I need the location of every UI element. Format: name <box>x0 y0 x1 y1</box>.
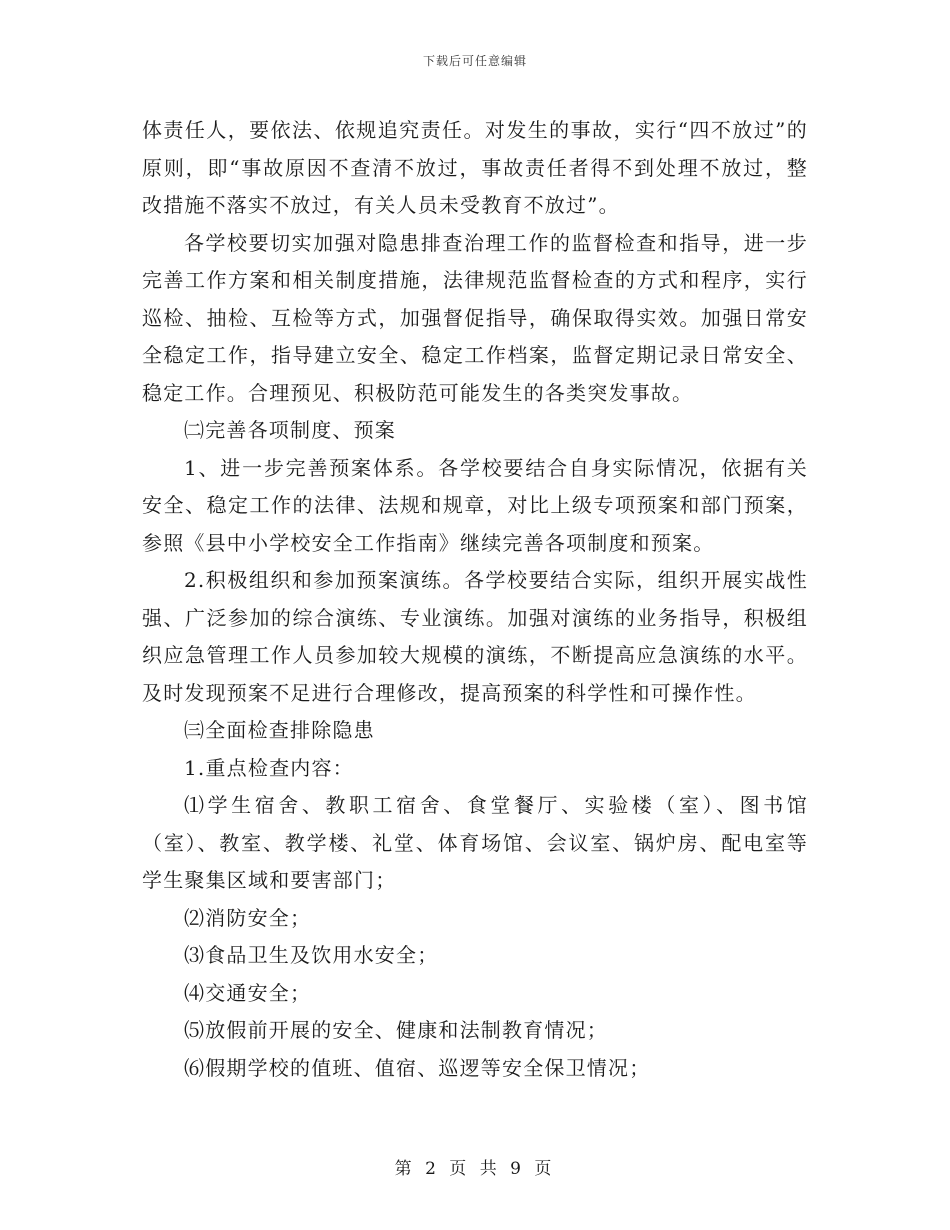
page-number: 第 2 页 共 9 页 <box>394 1159 556 1179</box>
section-heading-3: ㈢全面检查排除隐患 <box>184 718 375 742</box>
list-item-2: ⑵消防安全； <box>184 905 312 930</box>
list-item-6: ⑹假期学校的值班、值宿、巡逻等安全保卫情况； <box>184 1055 651 1080</box>
paragraph-3: 1、进一步完善预案体系。各学校要结合自身实际情况，依据有关安全、稳定工作的法律、法规和规章，对比上级专项预案和部门预案，参照《县中小学校安全工作指南》继续完善各项制度和预案。 <box>142 455 808 555</box>
document-body <box>142 112 808 1087</box>
paragraph-1: 体责任人，要依法、依规追究责任。对发生的事故，实行“四不放过”的原则，即“事故原因不查清不放过，事故责任者得不到处理不放过，整改措施不落实不放过，有关人员未受教育不放过”。 <box>142 118 808 217</box>
list-item-5: ⑸放假前开展的安全、健康和法制教育情况； <box>184 1018 608 1042</box>
section-heading-2: ㈡完善各项制度、预案 <box>184 418 396 442</box>
paragraph-2: 各学校要切实加强对隐患排查治理工作的监督检查和指导，进一步完善工作方案和相关制度措施，法律规范监督检查的方式和程序，实行巡检、抽检、互检等方式，加强督促指导，确保取得实效。加强日常安全稳定工作，指导建立安全、稳定工作档案，监督定期记录日常安全、稳定工作。合理预见、积极防范可能发生的各类突发事故。 <box>142 230 808 405</box>
list-item-1: ⑴学生宿舍、教职工宿舍、食堂餐厅、实验楼（室）、图书馆（室）、教室、教学楼、礼堂、体育场馆、会议室、锅炉房、配电室等学生聚集区域和要害部门； <box>142 793 808 892</box>
page-header: 下载后可任意编辑 <box>422 54 527 68</box>
list-item-3: ⑶食品卫生及饮用水安全； <box>184 943 439 967</box>
paragraph-4: 2.积极组织和参加预案演练。各学校要结合实际，组织开展实战性强、广泛参加的综合演练、专业演练。加强对演练的业务指导，积极组织应急管理工作人员参加较大规模的演练，不断提高应急演练的水平。及时发现预案不足进行合理修改，提高预案的科学性和可操作性。 <box>142 568 808 705</box>
list-item-4: ⑷交通安全； <box>184 980 312 1005</box>
subheading-key-items: 1.重点检查内容： <box>184 755 354 780</box>
